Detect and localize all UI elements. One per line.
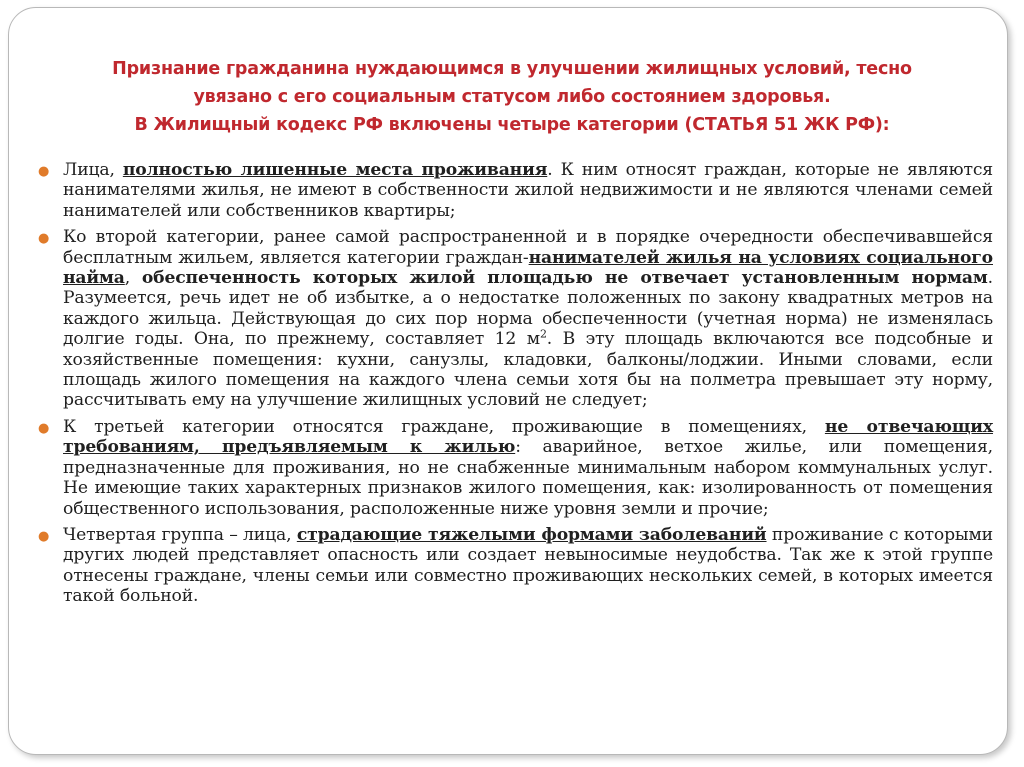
list-item-category-4 — [38, 525, 993, 607]
bullet-icon: ● — [38, 528, 50, 544]
item-text: проживание с которыми других людей представляет опасность или создает невыносимые неудобства. Так же к этой группе отнесены граждане, члены семьи или совместно проживающих нескольких семей, в которых имеется такой больной. — [63, 524, 993, 607]
item-text: . Разумеется, речь идет не об избытке, а о недостатке положенных по закону квадратных метров на каждого жильца. Действующая до сих пор норма обеспеченности (учетная норма) не изменялась долгие годы. Она, по прежнему, составляет 12 м — [63, 268, 993, 350]
item-text: Четвертая группа – лица, — [63, 524, 297, 545]
list-item-category-3 — [38, 417, 993, 519]
item-emphasis: не отвечающих требованиям, предъявляемым к жилью — [63, 416, 993, 458]
item-text: . К ним относят граждан, которые не являются нанимателями жилья, не имеют в собственности жилой недвижимости и не являются членами семей нанимателей или собственников квартиры; — [63, 160, 993, 221]
item-text: Ко второй категории, ранее самой распространенной и в порядке очередности обеспечивавшейся бесплатным жильем, является категории граждан- — [63, 227, 993, 268]
list-item-category-2 — [38, 227, 993, 411]
title-line-1: Признание гражданина нуждающимся в улучшении жилищных условий, тесно — [112, 59, 912, 79]
item-emphasis: полностью лишенные места проживания — [122, 160, 548, 180]
item-text: : аварийное, ветхое жилье, или помещения, предназначенные для проживания, но не снабженные минимальным набором коммунальных услуг. Не имеющие таких характерных признаков жилого помещения, как: изолированность от помещения общественного использования, расположенные ниже уровня земли и прочие; — [63, 437, 993, 519]
bullet-icon: ● — [38, 420, 50, 436]
item-emphasis: нанимателей жилья на условиях социального найма — [63, 247, 993, 289]
item-bold: обеспеченность которых жилой площадью не отвечает установленным нормам — [141, 268, 988, 289]
list-item-category-1 — [38, 160, 993, 221]
bullet-icon: ● — [38, 164, 50, 179]
item-text: . В эту площадь включаются все подсобные и хозяйственные помещения: кухни, санузлы, кладовки, балконы/лоджии. Иными словами, если площадь жилого помещения на каждого члена семьи хотя бы на полметра превышает эту норму, рассчитывать ему на улучшение жилищных условий не следует; — [63, 329, 993, 411]
item-text: , — [124, 268, 142, 289]
title-line-2: увязано с его социальным статусом либо состоянием здоровья. — [193, 87, 831, 107]
item-text: Лица, — [63, 160, 123, 180]
superscript: 2 — [539, 327, 547, 341]
category-list — [38, 160, 993, 613]
slide-title — [30, 55, 994, 139]
title-line-3: В Жилищный кодекс РФ включены четыре категории (СТАТЬЯ 51 ЖК РФ): — [134, 115, 890, 135]
item-text: К третьей категории относятся граждане, проживающие в помещениях, — [63, 416, 825, 437]
item-emphasis: страдающие тяжелыми формами заболеваний — [296, 524, 767, 545]
bullet-icon: ● — [38, 231, 50, 247]
